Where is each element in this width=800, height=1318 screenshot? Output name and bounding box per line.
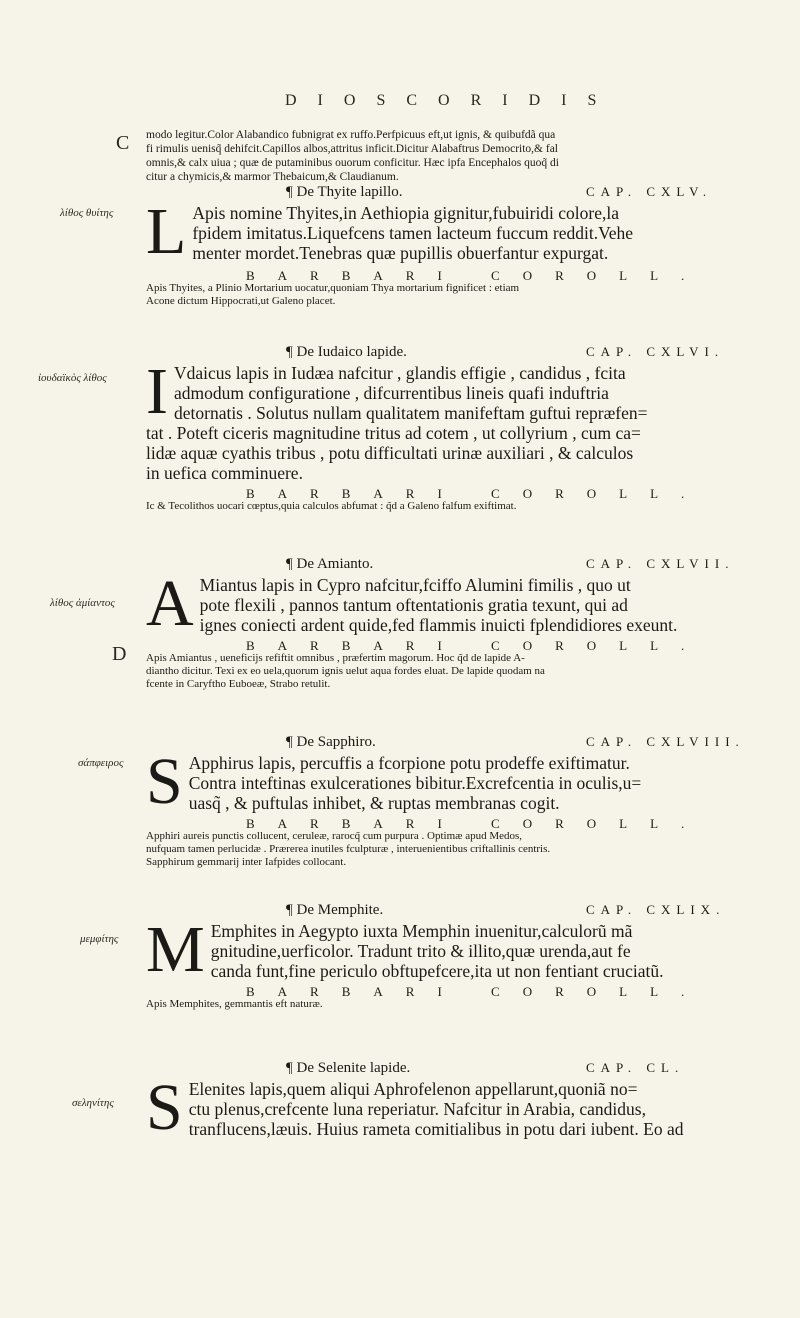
margin-note-judaico: ἰουδαϊκὸς λίθος	[38, 372, 107, 384]
drop-cap: L	[146, 195, 187, 268]
running-header: DIOSCORIDIS	[285, 92, 618, 109]
section-body: S Apphirus lapis, percuffis a fcorpione potu prodeffe exiftimatur. Contra inteftinas exulcerationes bibitur.Excrefcentia in oculis,u= uasq̃ , & puftulas inhibet, & ruptas membranas cogit.	[146, 745, 642, 818]
drop-cap: A	[146, 567, 194, 640]
section-memphite	[146, 902, 792, 1011]
margin-note-memphite: μεμφίτης	[80, 933, 119, 945]
drop-cap: I	[146, 355, 168, 428]
section-title: ¶ De Sapphiro. CAP. CXLVIII.	[286, 734, 745, 750]
section-body: M Emphites in Aegypto iuxta Memphin inuenitur,calculorũ mã gnitudine,uerficolor. Tradunt trito & illito,quæ urenda,aut fe canda funt,fine periculo obftupefcere,ita ut non fentiant cruciatũ.	[146, 913, 664, 986]
corollarium: BARBARI COROLL. Apis Thyites, a Plinio Mortarium uocatur,quoniam Thya mortarium fignificet : etiam Acone dictum Hippocrati,ut Galeno placet.	[146, 268, 708, 307]
section-body: A Miantus lapis in Cypro nafcitur,fciffo Alumini fimilis , quo ut pote flexili , pannos tantum oftentationis gratia texunt, qui ad ignes coniecti ardent quide,fed flammis inuicti fplendidiores exeunt.	[146, 567, 678, 640]
section-body: S Elenites lapis,quem aliqui Aphrofelenon appellarunt,quoniã no= ctu plenus,crefcente luna reperiatur. Nafcitur in Arabia, candidus, tranflucens,læuis. Huius rameta comitialibus in potu dari iubent. Eo ad	[146, 1071, 684, 1144]
section-judaico	[146, 344, 792, 513]
margin-note-selenite: σεληνίτης	[72, 1097, 114, 1109]
drop-cap: M	[146, 913, 205, 986]
section-title: ¶ De Amianto. CAP. CXLVII.	[286, 556, 735, 572]
section-body: L Apis nomine Thyites,in Aethiopia gignitur,fubuiridi colore,la fpidem imitatus.Liquefcens tamen lacteum fuccum reddit.Vehe menter mordet.Tenebras quæ pupillis obuerfantur expurgat.	[146, 195, 634, 268]
corollarium: BARBARI COROLL. Apis Memphites, gemmantis eft naturæ.	[146, 984, 708, 1010]
intro-paragraph: modo legitur.Color Alabandico fubnigrat ex ruffo.Perfpicuus eft,ut ignis, & quibufdã qua fi rimulis uenisq̃ dehifcit.Capillos albos,attritus inficit.Dicitur Alabaftrus Democrito,& fal omnis,& calx uiua ; quæ de putaminibus ouorum conficitur. Hæc ipfa Encephalos quoq̃ di citur a chymicis,& marmor Thebaicum,& Claudianum.	[146, 129, 559, 183]
section-thyite	[146, 184, 792, 308]
corollarium: BARBARI COROLL. Apis Amiantus , ueneficijs refiftit omnibus , præfertim magorum. Hoc q̃d de lapide A- diantho dicitur. Texi ex eo uela,quorum ignis uelut aqua fordes eluat. De lapide quodam na fcente in Caryftho Euboeæ, Strabo retulit.	[146, 638, 708, 690]
section-title: ¶ De Memphite. CAP. CXLIX.	[286, 902, 726, 918]
corollarium: BARBARI COROLL. Ic & Tecolithos uocari cœptus,quia calculos abfumat : q̃d a Galeno falfum exiftimat.	[146, 486, 708, 512]
section-title: ¶ De Selenite lapide. CAP. CL.	[286, 1060, 685, 1076]
drop-cap: S	[146, 745, 183, 818]
section-body: I Vdaicus lapis in Iudæa nafcitur , glandis effigie , candidus , fcita admodum configuratione , difcurrentibus lineis quafi induftria detornatis . Solutus nullam qualitatem manifeftam guftui repræfen= tat . Poteft ciceris magnitudine tritus ad cotem , ut collyrium , cum ca= lidæ aquæ cyathis tribus , potu difficultati urinæ auxiliari , & calculos in uefica comminuere.	[146, 355, 648, 483]
margin-letter-c: C	[116, 132, 130, 154]
section-selenite	[146, 1060, 792, 1144]
section-title: ¶ De Thyite lapillo. CAP. CXLV.	[286, 184, 713, 200]
margin-letter-d: D	[112, 643, 127, 665]
drop-cap: S	[146, 1071, 183, 1144]
section-amianto	[146, 556, 792, 691]
corollarium: BARBARI COROLL. Apphiri aureis punctis collucent, ceruleæ, rarocq̃ cum purpura . Optimæ apud Medos, nufquam tamen perlucidæ . Prærerea inutiles fculpturæ , interuenientibus criftallinis centris. Sapphirum gemmarij inter Iafpides collocant.	[146, 816, 708, 868]
section-sapphiro	[146, 734, 792, 869]
margin-note-sapphiro: σάπφειρος	[78, 757, 124, 769]
margin-note-amianto: λίθος ἀμίαντος	[50, 597, 115, 609]
section-title: ¶ De Iudaico lapide. CAP. CXLVI.	[286, 344, 725, 360]
margin-note-thyites: λίθος θυίτης	[60, 207, 114, 219]
